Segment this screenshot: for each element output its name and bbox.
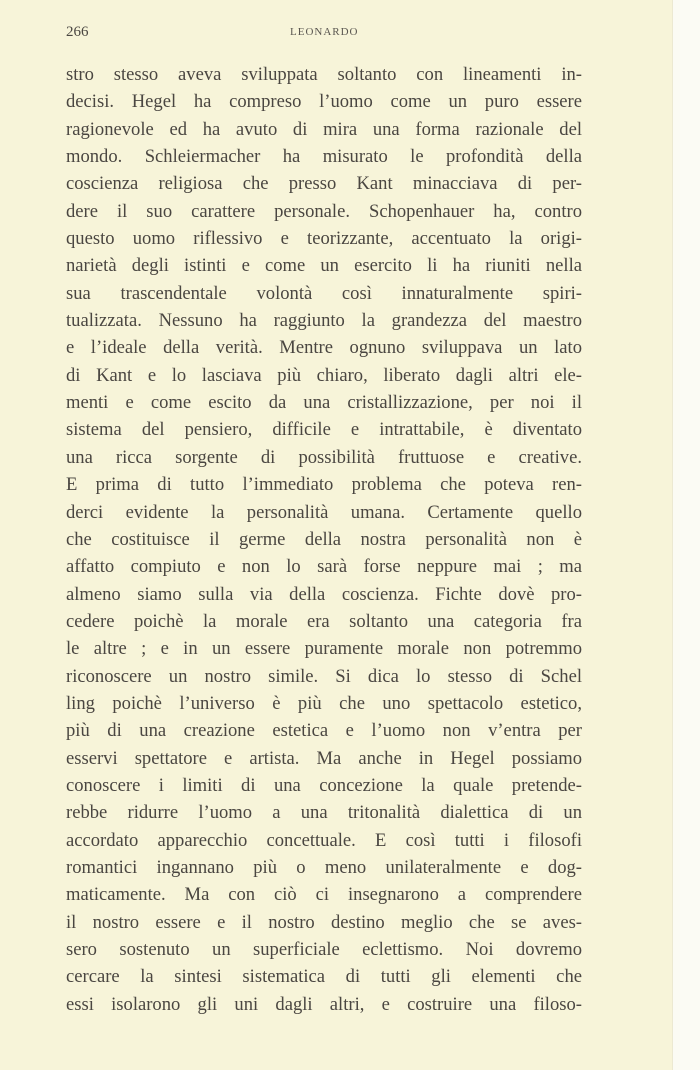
- text-line: cedere poichè la morale era soltanto una categoria fra: [66, 610, 582, 632]
- text-line: esservi spettatore e artista. Ma anche in Hegel possiamo: [66, 747, 582, 769]
- text-line: questo uomo riflessivo e teorizzante, accentuato la origi-: [66, 228, 582, 250]
- text-line: maticamente. Ma con ciò ci insegnarono a comprendere: [66, 884, 582, 906]
- text-line: mondo. Schleiermacher ha misurato le profondità della: [66, 146, 582, 168]
- text-line: affatto compiuto e non lo sarà forse neppure mai ; ma: [66, 556, 582, 578]
- text-line: coscienza religiosa che presso Kant minacciava di per-: [66, 173, 582, 195]
- text-line: almeno siamo sulla via della coscienza. Fichte dovè pro-: [66, 583, 582, 605]
- running-head: LEONARDO: [290, 26, 359, 38]
- body-text: [66, 61, 582, 1018]
- text-line: il nostro essere e il nostro destino meglio che se aves-: [66, 911, 582, 933]
- text-line: ragionevole ed ha avuto di mira una forma razionale del: [66, 118, 582, 140]
- text-line: di Kant e lo lasciava più chiaro, liberato dagli altri ele-: [66, 364, 582, 386]
- page-number: 266: [66, 24, 89, 40]
- page-edge: [672, 0, 700, 1070]
- text-line: conoscere i limiti di una concezione la quale pretende-: [66, 774, 582, 796]
- text-line: riconoscere un nostro simile. Si dica lo stesso di Schel: [66, 665, 582, 687]
- text-line: menti e come escito da una cristallizzazione, per noi il: [66, 392, 582, 414]
- text-line: le altre ; e in un essere puramente morale non potremmo: [66, 638, 582, 660]
- text-line: rebbe ridurre l’uomo a una tritonalità dialettica di un: [66, 802, 582, 824]
- text-line: romantici ingannano più o meno unilateralmente e dog-: [66, 856, 582, 878]
- text-line: accordato apparecchio concettuale. E così tutti i filosofi: [66, 829, 582, 851]
- text-line: che costituisce il germe della nostra personalità non è: [66, 528, 582, 550]
- text-line: sero sostenuto un superficiale eclettismo. Noi dovremo: [66, 939, 582, 960]
- text-line: stro stesso aveva sviluppata soltanto con lineamenti in-: [66, 64, 582, 85]
- text-line: essi isolarono gli uni dagli altri, e costruire una filoso-: [66, 993, 582, 1015]
- text-line: decisi. Hegel ha compreso l’uomo come un puro essere: [66, 91, 582, 113]
- text-line: narietà degli istinti e come un esercito li ha riuniti nella: [66, 255, 582, 277]
- text-line: una ricca sorgente di possibilità fruttuose e creative.: [66, 446, 582, 468]
- text-line: più di una creazione estetica e l’uomo non v’entra per: [66, 720, 582, 742]
- text-line: E prima di tutto l’immediato problema che poteva ren-: [66, 474, 582, 496]
- text-line: derci evidente la personalità umana. Certamente quello: [66, 501, 582, 523]
- text-line: sistema del pensiero, difficile e intrattabile, è diventato: [66, 419, 582, 441]
- text-line: e l’ideale della verità. Mentre ognuno sviluppava un lato: [66, 337, 582, 359]
- text-line: ling poichè l’universo è più che uno spettacolo estetico,: [66, 692, 582, 714]
- text-line: dere il suo carattere personale. Schopenhauer ha, contro: [66, 200, 582, 222]
- text-line: tualizzata. Nessuno ha raggiunto la grandezza del maestro: [66, 310, 582, 332]
- text-line: cercare la sintesi sistematica di tutti gli elementi che: [66, 966, 582, 988]
- text-line: sua trascendentale volontà così innaturalmente spiri-: [66, 282, 582, 304]
